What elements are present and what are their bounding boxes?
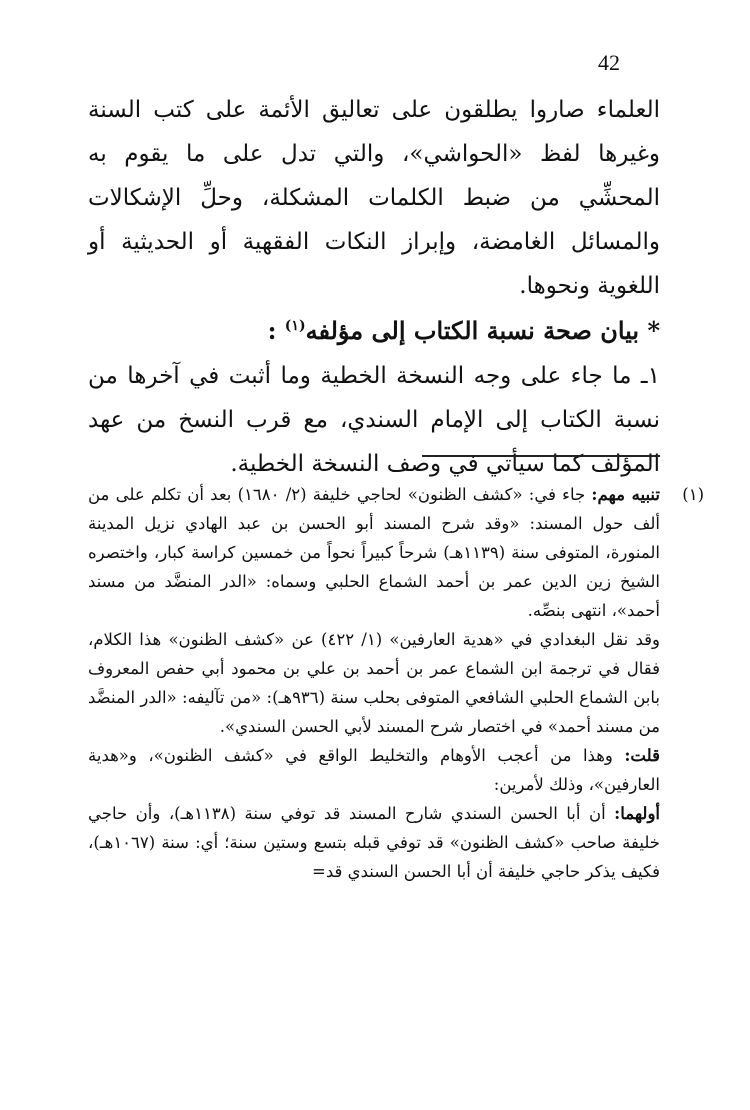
footnote-separator — [422, 455, 660, 457]
main-text — [88, 88, 660, 486]
footnote-text: جاء في: «كشف الظنون» لحاجي خليفة (٢/ ١٦٨٠) بعد أن تكلم على من ألف حول المسند: «وقد شرح المسند أبو الحسن بن عبد الهادي نزيل المدينة المنورة، المتوفى سنة (١١٣٩هـ) شرحاً كبيراً نحواً من خمسين كراسة كبار، واختصره الشيخ زين الدين عمر بن أحمد الشماع الحلبي وسماه: «الدر المنضَّد من مسند أحمد»، انتهى بنصِّه. — [88, 485, 660, 620]
section-heading — [88, 308, 660, 354]
footnote-lead: تنبيه مهم: — [591, 485, 660, 504]
page-number: 42 — [598, 50, 620, 75]
footnote-paragraph — [88, 799, 660, 886]
footnote-lead: قلت: — [624, 746, 660, 765]
footnote-paragraph — [88, 741, 660, 799]
footnote-text: وهذا من أعجب الأوهام والتخليط الواقع في «كشف الظنون»، و«هدية العارفين»، وذلك لأمرين: — [88, 746, 660, 794]
section-heading-colon: : — [267, 316, 285, 345]
footnote-text: أن أبا الحسن السندي شارح المسند قد توفي سنة (١١٣٨هـ)، وأن حاجي خليفة صاحب «كشف الظنون» قد توفي قبله بتسع وستين سنة؛ أي: سنة (١٠٦٧هـ)، فكيف يذكر حاجي خليفة أن أبا الحسن السندي قد= — [88, 804, 660, 881]
paragraph: العلماء صاروا يطلقون على تعاليق الأئمة على كتب السنة وغيرها لفظ «الحواشي»، والتي تدل على ما يقوم به المحشِّي من ضبط الكلمات المشكلة، وحلِّ الإشكالات والمسائل الغامضة، وإبراز النكات الفقهية أو الحديثية أو اللغوية ونحوها. — [88, 97, 660, 299]
footnote-lead: أولهما: — [614, 804, 660, 823]
paragraph: ١ـ ما جاء على وجه النسخة الخطية وما أثبت في آخرها من نسبة الكتاب إلى الإمام السندي، مع قرب النسخ من عهد المؤلف كما سيأتي في وصف النسخة الخطية. — [88, 363, 660, 477]
footnote-paragraph — [88, 480, 660, 625]
footnote-number: (١) — [682, 485, 704, 504]
footnote — [88, 480, 704, 886]
section-heading-text: * بيان صحة نسبة الكتاب إلى مؤلفه — [305, 316, 660, 345]
footnote-paragraph: وقد نقل البغدادي في «هدية العارفين» (١/ ٤٢٢) عن «كشف الظنون» هذا الكلام، فقال في ترجمة ابن الشماع عمر بن أحمد بن علي بن محمود أبي حفص المعروف بابن الشماع الحلبي الشافعي المتوفى بحلب سنة (٩٣٦هـ): «من تآليفه: «الدر المنضَّد من مسند أحمد» في اختصار شرح المسند لأبي الحسن السندي». — [88, 630, 660, 736]
footnote-reference: (١) — [284, 318, 306, 334]
